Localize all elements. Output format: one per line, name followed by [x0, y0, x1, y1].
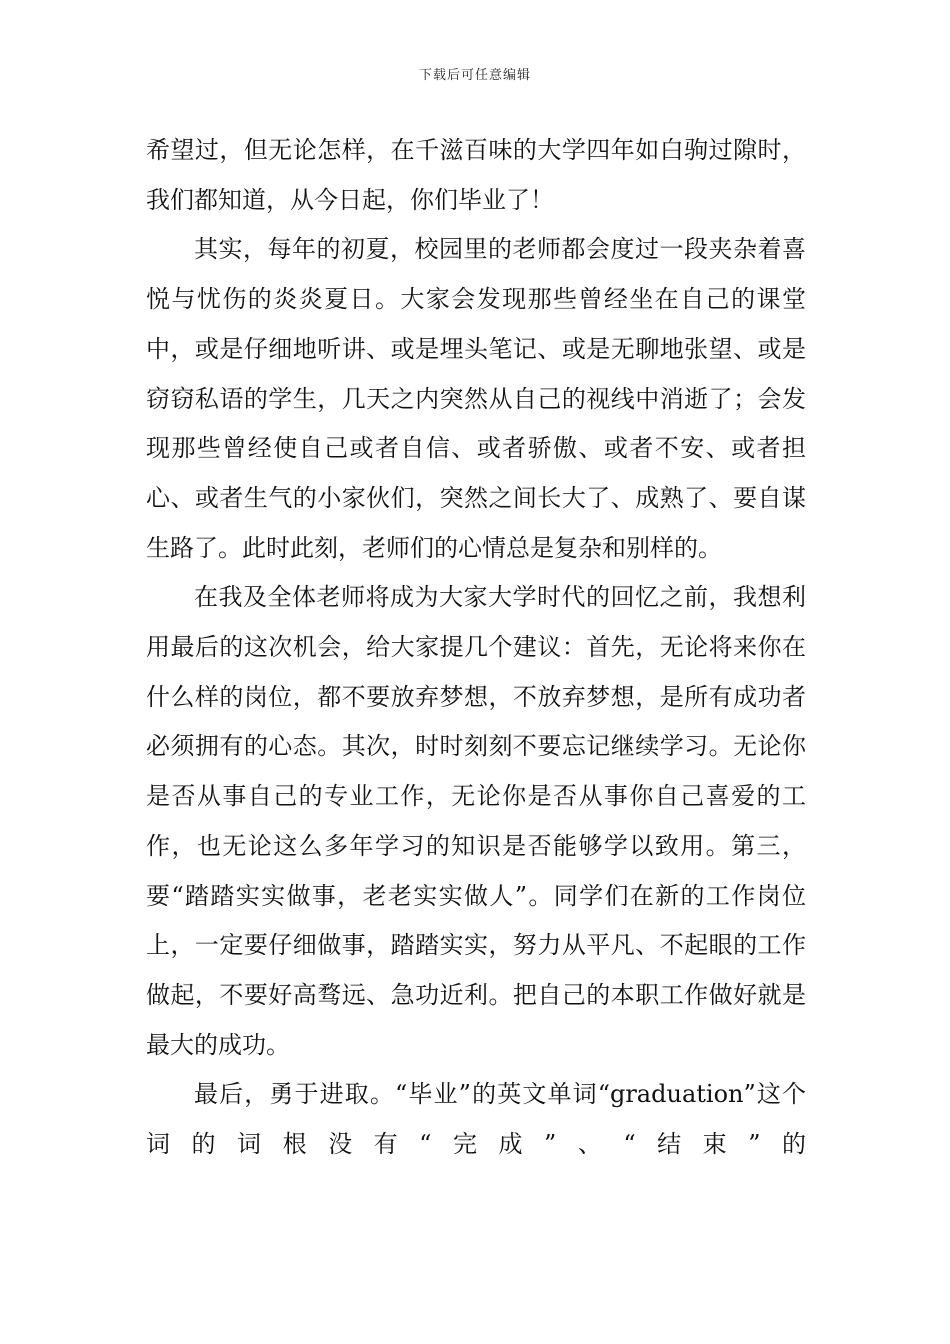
document-body: [146, 126, 806, 1170]
paragraph-1: 希望过，但无论怎样，在千滋百味的大学四年如白驹过隙时，我们都知道，从今日起，你们毕业了！: [146, 136, 806, 214]
page-header: 下载后可任意编辑: [418, 68, 531, 83]
paragraph-3: 在我及全体老师将成为大家大学时代的回忆之前，我想利用最后的这次机会，给大家提几个建议：首先，无论将来你在什么样的岗位，都不要放弃梦想，不放弃梦想，是所有成功者必须拥有的心态。其次，时时刻刻不要忘记继续学习。无论你是否从事自己的专业工作，无论你是否从事你自己喜爱的工作，也无论这么多年学习的知识是否能够学以致用。第三，要“踏踏实实做事，老老实实做人”。同学们在新的工作岗位上，一定要仔细做事，踏踏实实，努力从平凡、不起眼的工作做起，不要好高骛远、急功近利。把自己的本职工作做好就是最大的成功。: [146, 583, 806, 1059]
paragraph-4: 最后，勇于进取。“毕业”的英文单词“graduation”这个词的词根没有“完成”、“结束”的: [146, 1080, 806, 1159]
paragraph-2: 其实，每年的初夏，校园里的老师都会度过一段夹杂着喜悦与忧伤的炎炎夏日。大家会发现那些曾经坐在自己的课堂中，或是仔细地听讲、或是埋头笔记、或是无聊地张望、或是窃窃私语的学生，几天之内突然从自己的视线中消逝了；会发现那些曾经使自己或者自信、或者骄傲、或者不安、或者担心、或者生气的小家伙们，突然之间长大了、成熟了、要自谋生路了。此时此刻，老师们的心情总是复杂和别样的。: [146, 235, 806, 562]
